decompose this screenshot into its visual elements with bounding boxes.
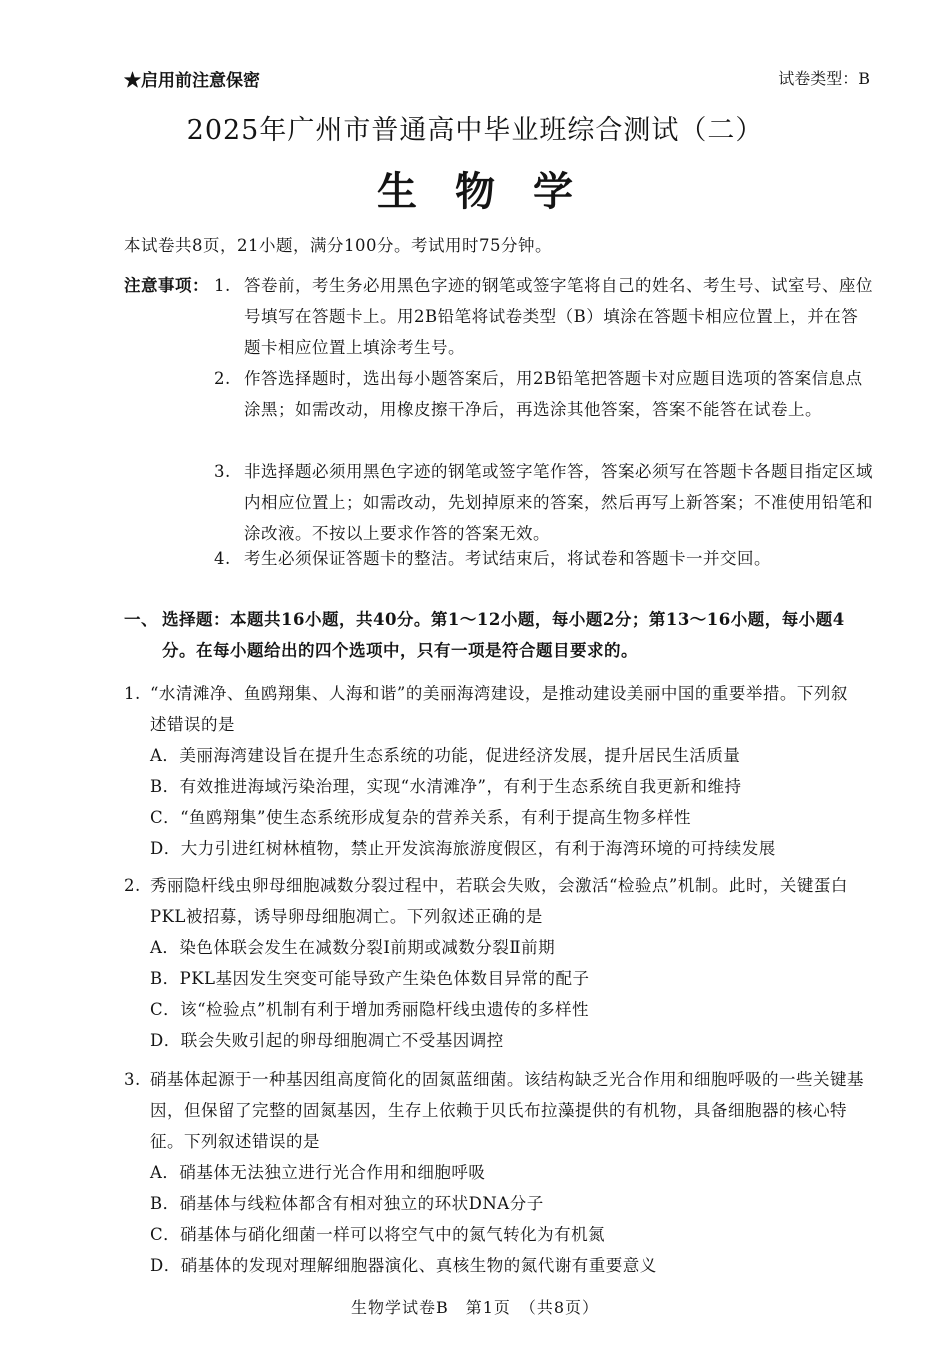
section-choice-heading (124, 604, 864, 666)
paper-type (778, 66, 870, 89)
question-2-option-a: A．染色体联会发生在减数分裂Ⅰ前期或减数分裂Ⅱ前期 (150, 938, 556, 957)
paper-type-label: 试卷类型： (778, 69, 859, 88)
question-2 (124, 870, 864, 932)
question-2-option-c: C．该“检验点”机制有利于增加秀丽隐杆线虫遗传的多样性 (150, 1000, 589, 1019)
notice-item-number: 4. (214, 549, 231, 568)
question-1-option-d: D．大力引进红树林植物，禁止开发滨海旅游度假区，有利于海湾环境的可持续发展 (150, 839, 776, 858)
section-number: 一、 (124, 610, 158, 629)
notice-item (214, 543, 874, 574)
notice-item-text: 答卷前，考生务必用黑色字迹的钢笔或签字笔将自己的姓名、考生号、试室号、座位号填写在答题卡上。用2B铅笔将试卷类型（B）填涂在答题卡相应位置上，并在答题卡相应位置上填涂考生号。 (244, 276, 873, 357)
question-1-option-a: A．美丽海湾建设旨在提升生态系统的功能，促进经济发展，提升居民生活质量 (150, 746, 741, 765)
question-3-option-d: D．硝基体的发现对理解细胞器演化、真核生物的氮代谢有重要意义 (150, 1256, 657, 1275)
paper-type-value: B (858, 69, 870, 88)
confidential-notice: ★启用前注意保密 (124, 71, 260, 91)
question-2-option-d: D．联会失败引起的卵母细胞凋亡不受基因调控 (150, 1031, 504, 1050)
question-2-option-b: B．PKL基因发生突变可能导致产生染色体数目异常的配子 (150, 969, 590, 988)
notice-label: 注意事项： (124, 276, 209, 295)
notice-item-number: 2. (214, 369, 231, 388)
notice-item (214, 456, 874, 549)
question-1 (124, 678, 864, 740)
question-number: 3. (124, 1070, 141, 1089)
question-stem: 硝基体起源于一种基因组高度简化的固氮蓝细菌。该结构缺乏光合作用和细胞呼吸的一些关键基因，但保留了完整的固氮基因，生存上依赖于贝氏布拉藻提供的有机物，具备细胞器的核心特征。下列叙述错误的是 (150, 1070, 864, 1151)
question-number: 1. (124, 684, 141, 703)
notice-item-text: 非选择题必须用黑色字迹的钢笔或签字笔作答，答案必须写在答题卡各题目指定区域内相应位置上；如需改动，先划掉原来的答案，然后再写上新答案；不准使用铅笔和涂改液。不按以上要求作答的答案无效。 (244, 462, 873, 543)
question-number: 2. (124, 876, 141, 895)
notice-item-text: 作答选择题时，选出每小题答案后，用2B铅笔把答题卡对应题目选项的答案信息点涂黑；如需改动，用橡皮擦干净后，再选涂其他答案，答案不能答在试卷上。 (244, 369, 863, 419)
exam-intro: 本试卷共8页，21小题，满分100分。考试用时75分钟。 (124, 236, 552, 255)
section-description: 选择题：本题共16小题，共40分。第1～12小题，每小题2分；第13～16小题，每小题4分。在每小题给出的四个选项中，只有一项是符合题目要求的。 (162, 610, 845, 660)
page-footer: 生物学试卷B 第1页 （共8页） (350, 1298, 600, 1317)
notice-item-text: 考生必须保证答题卡的整洁。考试结束后，将试卷和答题卡一并交回。 (244, 549, 771, 568)
question-3-option-c: C．硝基体与硝化细菌一样可以将空气中的氮气转化为有机氮 (150, 1225, 606, 1244)
notice-item (214, 270, 874, 363)
question-1-option-c: C．“鱼鸥翔集”使生态系统形成复杂的营养关系，有利于提高生物多样性 (150, 808, 691, 827)
subject-title: 生物学 (377, 168, 611, 215)
question-stem: 秀丽隐杆线虫卵母细胞减数分裂过程中，若联会失败，会激活“检验点”机制。此时，关键蛋白PKL被招募，诱导卵母细胞凋亡。下列叙述正确的是 (150, 876, 848, 926)
question-3-option-b: B．硝基体与线粒体都含有相对独立的环状DNA分子 (150, 1194, 544, 1213)
question-1-option-b: B．有效推进海域污染治理，实现“水清滩净”，有利于生态系统自我更新和维持 (150, 777, 742, 796)
exam-title: 2025年广州市普通高中毕业班综合测试（二） (186, 115, 764, 146)
question-stem: “水清滩净、鱼鸥翔集、人海和谐”的美丽海湾建设，是推动建设美丽中国的重要举措。下列叙述错误的是 (150, 684, 848, 734)
question-3-option-a: A．硝基体无法独立进行光合作用和细胞呼吸 (150, 1163, 486, 1182)
notice-item (214, 363, 874, 425)
question-3 (124, 1064, 864, 1157)
notice-item-number: 3. (214, 462, 231, 481)
notice-item-number: 1. (214, 276, 231, 295)
